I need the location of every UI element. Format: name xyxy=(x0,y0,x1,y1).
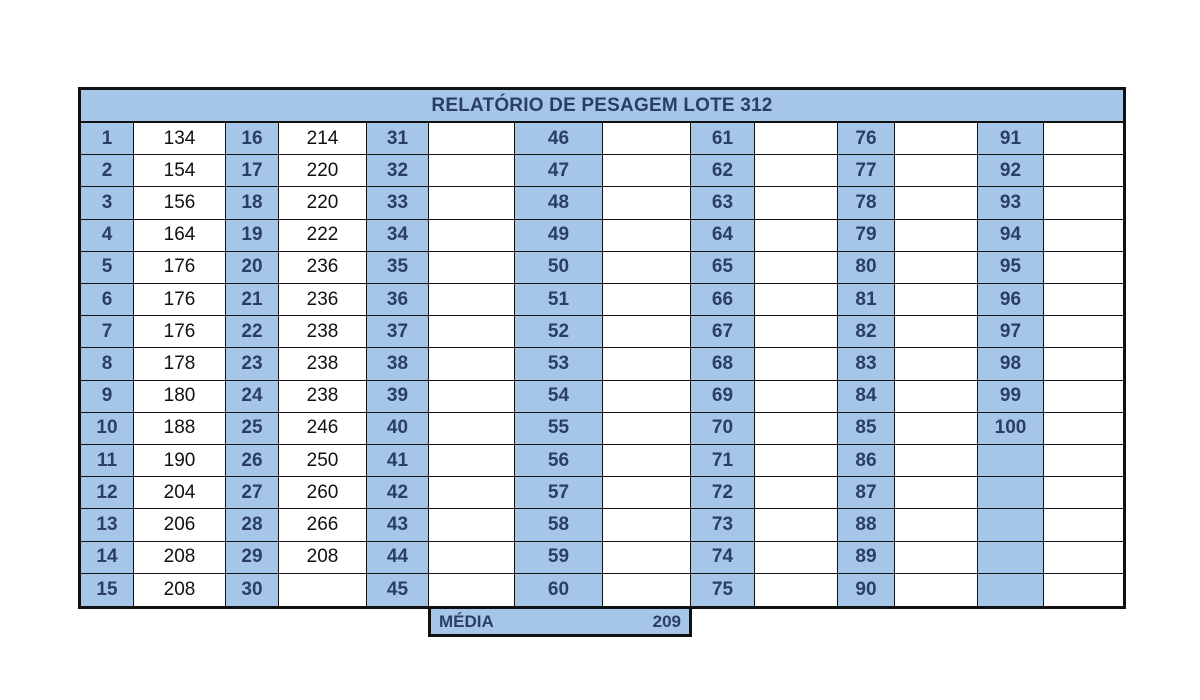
row-number-cell: 1 xyxy=(81,123,134,155)
weight-value-cell: 266 xyxy=(279,509,367,541)
row-number-cell: 3 xyxy=(81,187,134,219)
row-number-cell: 55 xyxy=(515,413,603,445)
weight-value-cell xyxy=(755,445,838,477)
row-number-cell: 61 xyxy=(691,123,755,155)
row-number-cell xyxy=(978,509,1044,541)
row-number-cell: 49 xyxy=(515,220,603,252)
weight-value-cell: 178 xyxy=(134,348,226,380)
weight-value-cell xyxy=(603,220,691,252)
row-number-cell: 95 xyxy=(978,252,1044,284)
weight-value-cell xyxy=(603,445,691,477)
weight-value-cell: 154 xyxy=(134,155,226,187)
row-number-cell: 11 xyxy=(81,445,134,477)
row-number-cell: 80 xyxy=(838,252,895,284)
weight-value-cell xyxy=(895,542,978,574)
row-number-cell: 85 xyxy=(838,413,895,445)
weight-value-cell: 164 xyxy=(134,220,226,252)
row-number-cell: 69 xyxy=(691,381,755,413)
row-number-cell: 47 xyxy=(515,155,603,187)
weight-value-cell xyxy=(755,542,838,574)
row-number-cell: 63 xyxy=(691,187,755,219)
row-number-cell: 23 xyxy=(226,348,279,380)
weight-value-cell: 206 xyxy=(134,509,226,541)
weight-value-cell: 176 xyxy=(134,284,226,316)
row-number-cell: 86 xyxy=(838,445,895,477)
weight-value-cell xyxy=(603,187,691,219)
weight-value-cell xyxy=(603,348,691,380)
row-number-cell: 70 xyxy=(691,413,755,445)
row-number-cell: 41 xyxy=(367,445,429,477)
weight-value-cell xyxy=(895,220,978,252)
row-number-cell: 33 xyxy=(367,187,429,219)
row-number-cell: 46 xyxy=(515,123,603,155)
row-number-cell: 82 xyxy=(838,316,895,348)
row-number-cell: 89 xyxy=(838,542,895,574)
row-number-cell: 13 xyxy=(81,509,134,541)
weight-value-cell xyxy=(429,574,515,606)
weight-value-cell xyxy=(755,477,838,509)
row-number-cell: 9 xyxy=(81,381,134,413)
weight-value-cell xyxy=(895,316,978,348)
weight-value-cell xyxy=(755,284,838,316)
weight-value-cell xyxy=(895,155,978,187)
weight-value-cell xyxy=(1044,284,1123,316)
weight-value-cell xyxy=(895,348,978,380)
weight-value-cell xyxy=(755,252,838,284)
row-number-cell: 27 xyxy=(226,477,279,509)
row-number-cell: 37 xyxy=(367,316,429,348)
row-number-cell xyxy=(978,574,1044,606)
row-number-cell: 56 xyxy=(515,445,603,477)
weight-value-cell: 208 xyxy=(134,574,226,606)
row-number-cell: 75 xyxy=(691,574,755,606)
row-number-cell: 99 xyxy=(978,381,1044,413)
row-number-cell: 79 xyxy=(838,220,895,252)
weight-value-cell xyxy=(1044,316,1123,348)
row-number-cell: 17 xyxy=(226,155,279,187)
row-number-cell: 35 xyxy=(367,252,429,284)
weight-value-cell: 220 xyxy=(279,155,367,187)
row-number-cell: 16 xyxy=(226,123,279,155)
weight-value-cell xyxy=(755,155,838,187)
row-number-cell: 26 xyxy=(226,445,279,477)
row-number-cell: 83 xyxy=(838,348,895,380)
weight-value-cell xyxy=(429,542,515,574)
weight-value-cell: 176 xyxy=(134,252,226,284)
weight-value-cell xyxy=(429,413,515,445)
weight-value-cell xyxy=(1044,477,1123,509)
row-number-cell: 29 xyxy=(226,542,279,574)
weight-value-cell: 214 xyxy=(279,123,367,155)
weight-value-cell: 250 xyxy=(279,445,367,477)
weight-value-cell: 260 xyxy=(279,477,367,509)
weight-value-cell xyxy=(603,252,691,284)
row-number-cell: 98 xyxy=(978,348,1044,380)
weight-value-cell xyxy=(429,155,515,187)
weight-value-cell xyxy=(755,316,838,348)
row-number-cell: 66 xyxy=(691,284,755,316)
weight-value-cell: 204 xyxy=(134,477,226,509)
weight-value-cell xyxy=(895,252,978,284)
weight-value-cell xyxy=(895,413,978,445)
average-summary xyxy=(428,606,692,637)
weight-value-cell: 176 xyxy=(134,316,226,348)
weight-value-cell xyxy=(1044,220,1123,252)
weight-value-cell xyxy=(1044,574,1123,606)
row-number-cell: 14 xyxy=(81,542,134,574)
weight-value-cell xyxy=(429,123,515,155)
weighing-grid xyxy=(81,123,1123,606)
row-number-cell: 57 xyxy=(515,477,603,509)
weight-value-cell xyxy=(603,542,691,574)
weight-value-cell xyxy=(895,509,978,541)
row-number-cell: 2 xyxy=(81,155,134,187)
weight-value-cell xyxy=(603,316,691,348)
row-number-cell: 65 xyxy=(691,252,755,284)
row-number-cell: 38 xyxy=(367,348,429,380)
weight-value-cell xyxy=(1044,123,1123,155)
weight-value-cell xyxy=(429,187,515,219)
weight-value-cell: 238 xyxy=(279,316,367,348)
row-number-cell: 51 xyxy=(515,284,603,316)
row-number-cell: 73 xyxy=(691,509,755,541)
row-number-cell: 100 xyxy=(978,413,1044,445)
row-number-cell xyxy=(978,477,1044,509)
row-number-cell: 12 xyxy=(81,477,134,509)
row-number-cell: 20 xyxy=(226,252,279,284)
weight-value-cell xyxy=(429,252,515,284)
row-number-cell: 21 xyxy=(226,284,279,316)
weight-value-cell xyxy=(603,155,691,187)
weight-value-cell xyxy=(755,509,838,541)
weight-value-cell xyxy=(429,284,515,316)
row-number-cell: 87 xyxy=(838,477,895,509)
row-number-cell: 72 xyxy=(691,477,755,509)
row-number-cell: 48 xyxy=(515,187,603,219)
weight-value-cell xyxy=(1044,187,1123,219)
weight-value-cell xyxy=(1044,381,1123,413)
row-number-cell: 90 xyxy=(838,574,895,606)
row-number-cell: 94 xyxy=(978,220,1044,252)
row-number-cell: 10 xyxy=(81,413,134,445)
weight-value-cell xyxy=(1044,445,1123,477)
weight-value-cell: 190 xyxy=(134,445,226,477)
row-number-cell: 93 xyxy=(978,187,1044,219)
row-number-cell: 42 xyxy=(367,477,429,509)
row-number-cell: 32 xyxy=(367,155,429,187)
row-number-cell: 44 xyxy=(367,542,429,574)
weight-value-cell xyxy=(895,445,978,477)
weight-value-cell xyxy=(895,477,978,509)
row-number-cell: 53 xyxy=(515,348,603,380)
weight-value-cell xyxy=(603,477,691,509)
weight-value-cell xyxy=(755,381,838,413)
weight-value-cell xyxy=(755,413,838,445)
weight-value-cell xyxy=(755,220,838,252)
weight-value-cell xyxy=(895,381,978,413)
row-number-cell: 91 xyxy=(978,123,1044,155)
row-number-cell: 25 xyxy=(226,413,279,445)
row-number-cell: 58 xyxy=(515,509,603,541)
weight-value-cell xyxy=(1044,252,1123,284)
weight-value-cell: 236 xyxy=(279,284,367,316)
row-number-cell: 28 xyxy=(226,509,279,541)
row-number-cell: 68 xyxy=(691,348,755,380)
weight-value-cell xyxy=(1044,413,1123,445)
row-number-cell: 76 xyxy=(838,123,895,155)
row-number-cell: 64 xyxy=(691,220,755,252)
row-number-cell: 31 xyxy=(367,123,429,155)
row-number-cell: 96 xyxy=(978,284,1044,316)
weight-value-cell xyxy=(755,574,838,606)
row-number-cell: 36 xyxy=(367,284,429,316)
weight-value-cell xyxy=(1044,509,1123,541)
weight-value-cell xyxy=(603,413,691,445)
weight-value-cell: 236 xyxy=(279,252,367,284)
weight-value-cell xyxy=(755,123,838,155)
weight-value-cell xyxy=(895,574,978,606)
weight-value-cell: 208 xyxy=(134,542,226,574)
weight-value-cell: 180 xyxy=(134,381,226,413)
weight-value-cell: 188 xyxy=(134,413,226,445)
weight-value-cell xyxy=(279,574,367,606)
row-number-cell: 60 xyxy=(515,574,603,606)
weight-value-cell xyxy=(429,381,515,413)
weight-value-cell: 134 xyxy=(134,123,226,155)
weight-value-cell: 246 xyxy=(279,413,367,445)
row-number-cell: 15 xyxy=(81,574,134,606)
row-number-cell: 45 xyxy=(367,574,429,606)
weight-value-cell: 238 xyxy=(279,381,367,413)
report-title: RELATÓRIO DE PESAGEM LOTE 312 xyxy=(81,90,1123,123)
row-number-cell: 84 xyxy=(838,381,895,413)
weight-value-cell xyxy=(1044,542,1123,574)
row-number-cell: 7 xyxy=(81,316,134,348)
row-number-cell: 19 xyxy=(226,220,279,252)
weight-value-cell: 156 xyxy=(134,187,226,219)
row-number-cell: 5 xyxy=(81,252,134,284)
row-number-cell: 92 xyxy=(978,155,1044,187)
row-number-cell: 88 xyxy=(838,509,895,541)
weight-value-cell xyxy=(895,284,978,316)
weight-value-cell xyxy=(603,284,691,316)
average-label: MÉDIA xyxy=(439,611,494,631)
row-number-cell: 97 xyxy=(978,316,1044,348)
row-number-cell: 18 xyxy=(226,187,279,219)
weight-value-cell xyxy=(755,348,838,380)
row-number-cell: 8 xyxy=(81,348,134,380)
weight-value-cell xyxy=(429,477,515,509)
weight-value-cell: 208 xyxy=(279,542,367,574)
row-number-cell xyxy=(978,445,1044,477)
row-number-cell: 77 xyxy=(838,155,895,187)
row-number-cell: 62 xyxy=(691,155,755,187)
row-number-cell: 39 xyxy=(367,381,429,413)
weight-value-cell xyxy=(603,123,691,155)
weight-value-cell xyxy=(755,187,838,219)
row-number-cell: 74 xyxy=(691,542,755,574)
row-number-cell: 30 xyxy=(226,574,279,606)
average-value: 209 xyxy=(652,611,681,631)
weight-value-cell xyxy=(429,348,515,380)
row-number-cell: 78 xyxy=(838,187,895,219)
row-number-cell: 54 xyxy=(515,381,603,413)
row-number-cell: 59 xyxy=(515,542,603,574)
weight-value-cell xyxy=(429,509,515,541)
row-number-cell: 52 xyxy=(515,316,603,348)
weight-value-cell: 238 xyxy=(279,348,367,380)
weight-value-cell xyxy=(429,316,515,348)
weight-value-cell: 222 xyxy=(279,220,367,252)
row-number-cell: 22 xyxy=(226,316,279,348)
row-number-cell: 4 xyxy=(81,220,134,252)
weighing-report-table xyxy=(78,87,1126,609)
weight-value-cell xyxy=(895,123,978,155)
weight-value-cell xyxy=(603,381,691,413)
weight-value-cell: 220 xyxy=(279,187,367,219)
row-number-cell xyxy=(978,542,1044,574)
weight-value-cell xyxy=(603,509,691,541)
row-number-cell: 43 xyxy=(367,509,429,541)
row-number-cell: 6 xyxy=(81,284,134,316)
row-number-cell: 24 xyxy=(226,381,279,413)
weight-value-cell xyxy=(1044,155,1123,187)
weight-value-cell xyxy=(603,574,691,606)
row-number-cell: 50 xyxy=(515,252,603,284)
weight-value-cell xyxy=(1044,348,1123,380)
row-number-cell: 71 xyxy=(691,445,755,477)
row-number-cell: 81 xyxy=(838,284,895,316)
row-number-cell: 67 xyxy=(691,316,755,348)
weight-value-cell xyxy=(895,187,978,219)
row-number-cell: 34 xyxy=(367,220,429,252)
row-number-cell: 40 xyxy=(367,413,429,445)
weight-value-cell xyxy=(429,220,515,252)
weight-value-cell xyxy=(429,445,515,477)
